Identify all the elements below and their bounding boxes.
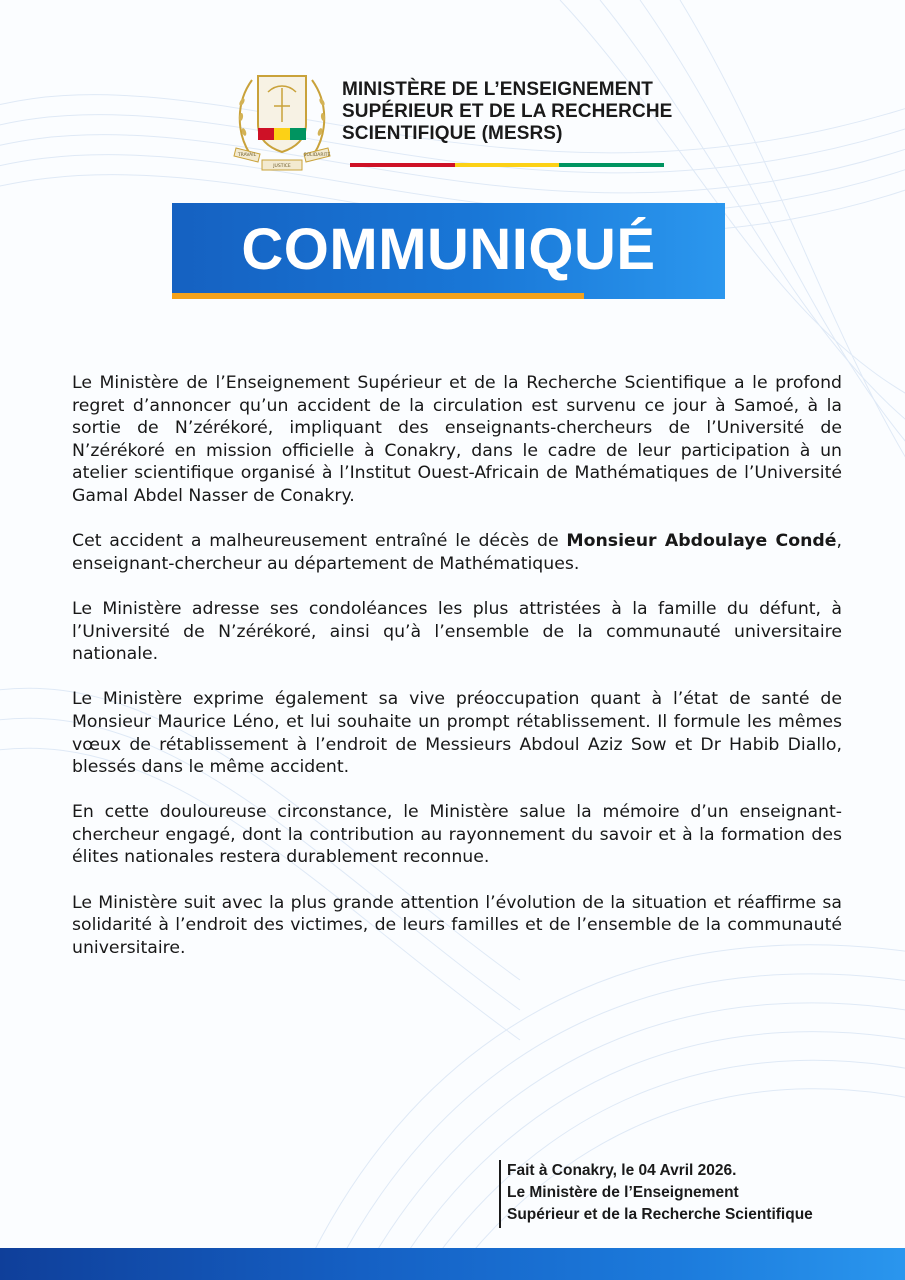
deceased-name: Monsieur Abdoulaye Condé — [566, 531, 837, 552]
guinea-coat-of-arms-icon — [232, 62, 332, 174]
paragraph-5: En cette douloureuse circonstance, le Ministère salue la mémoire d’un enseignant-chercheur engagé, dont la contribution au rayonnement du savoir et à la formation des élites nationales restera durablement reconnue. — [72, 802, 842, 868]
flag-color-bar — [350, 163, 664, 167]
paragraph-3: Le Ministère adresse ses condoléances les plus attristées à la famille du défunt, à l’Université de N’zérékoré, ainsi qu’à l’ensemble de la communauté universitaire nationale. — [72, 598, 842, 665]
ministry-name — [342, 79, 682, 145]
flag-stripe-yellow — [455, 163, 560, 167]
ministry-name-line-1: MINISTÈRE DE L’ENSEIGNEMENT — [342, 79, 653, 100]
page-title: COMMUNIQUÉ — [241, 216, 656, 282]
banner-accent-underline — [172, 293, 584, 299]
paragraph-6: Le Ministère suit avec la plus grande attention l’évolution de la situation et réaffirme sa solidarité à l’endroit des victimes, de leurs familles et de l’ensemble de la communauté universitaire. — [72, 892, 842, 958]
emblem-motto-center: JUSTICE — [273, 164, 291, 169]
paragraph-2-before: Cet accident a malheureusement entraîné le décès de — [72, 531, 567, 552]
communique-banner — [172, 203, 725, 299]
signature-place-date: Fait à Conakry, le 04 Avril 2026. — [507, 1162, 737, 1179]
ministry-name-line-3: SCIENTIFIQUE (MESRS) — [342, 123, 563, 144]
ministry-name-line-2: SUPÉRIEUR ET DE LA RECHERCHE — [342, 101, 673, 122]
paragraph-2-after: , enseignant-chercheur au département de Mathématiques. — [72, 531, 842, 574]
paragraph-1: Le Ministère de l’Enseignement Supérieur et de la Recherche Scientifique a le profond regret d’annoncer qu’un accident de la circulation est survenu ce jour à Samoé, à la sortie de N’zérékoré, impliquant des enseignants-chercheurs de l’Université de N’zérékoré en mission officielle à Conakry, dans le cadre de leur participation à un atelier scientifique organisé à l’Institut Ouest-Africain de Mathématiques de l’Université Gamal Abdel Nasser de Conakry. — [72, 373, 842, 506]
paragraph-2 — [72, 530, 842, 575]
emblem-motto-left: TRAVAIL — [237, 153, 257, 158]
communique-body — [72, 372, 842, 982]
emblem-motto-right: SOLIDARITÉ — [303, 153, 331, 158]
signature-line-2: Le Ministère de l’Enseignement — [507, 1184, 739, 1201]
signature-block — [499, 1160, 813, 1228]
footer-color-bar — [0, 1248, 905, 1280]
paragraph-4: Le Ministère exprime également sa vive préoccupation quant à l’état de santé de Monsieur Maurice Léno, et lui souhaite un prompt rétablissement. Il formule les mêmes vœux de rétablissement à l’endroit de Messieurs Abdoul Aziz Sow et Dr Habib Diallo, blessés dans le même accident. — [72, 689, 842, 778]
signature-line-3: Supérieur et de la Recherche Scientifique — [507, 1206, 813, 1223]
flag-stripe-green — [559, 163, 664, 167]
ministry-header — [232, 62, 672, 178]
flag-stripe-red — [350, 163, 455, 167]
